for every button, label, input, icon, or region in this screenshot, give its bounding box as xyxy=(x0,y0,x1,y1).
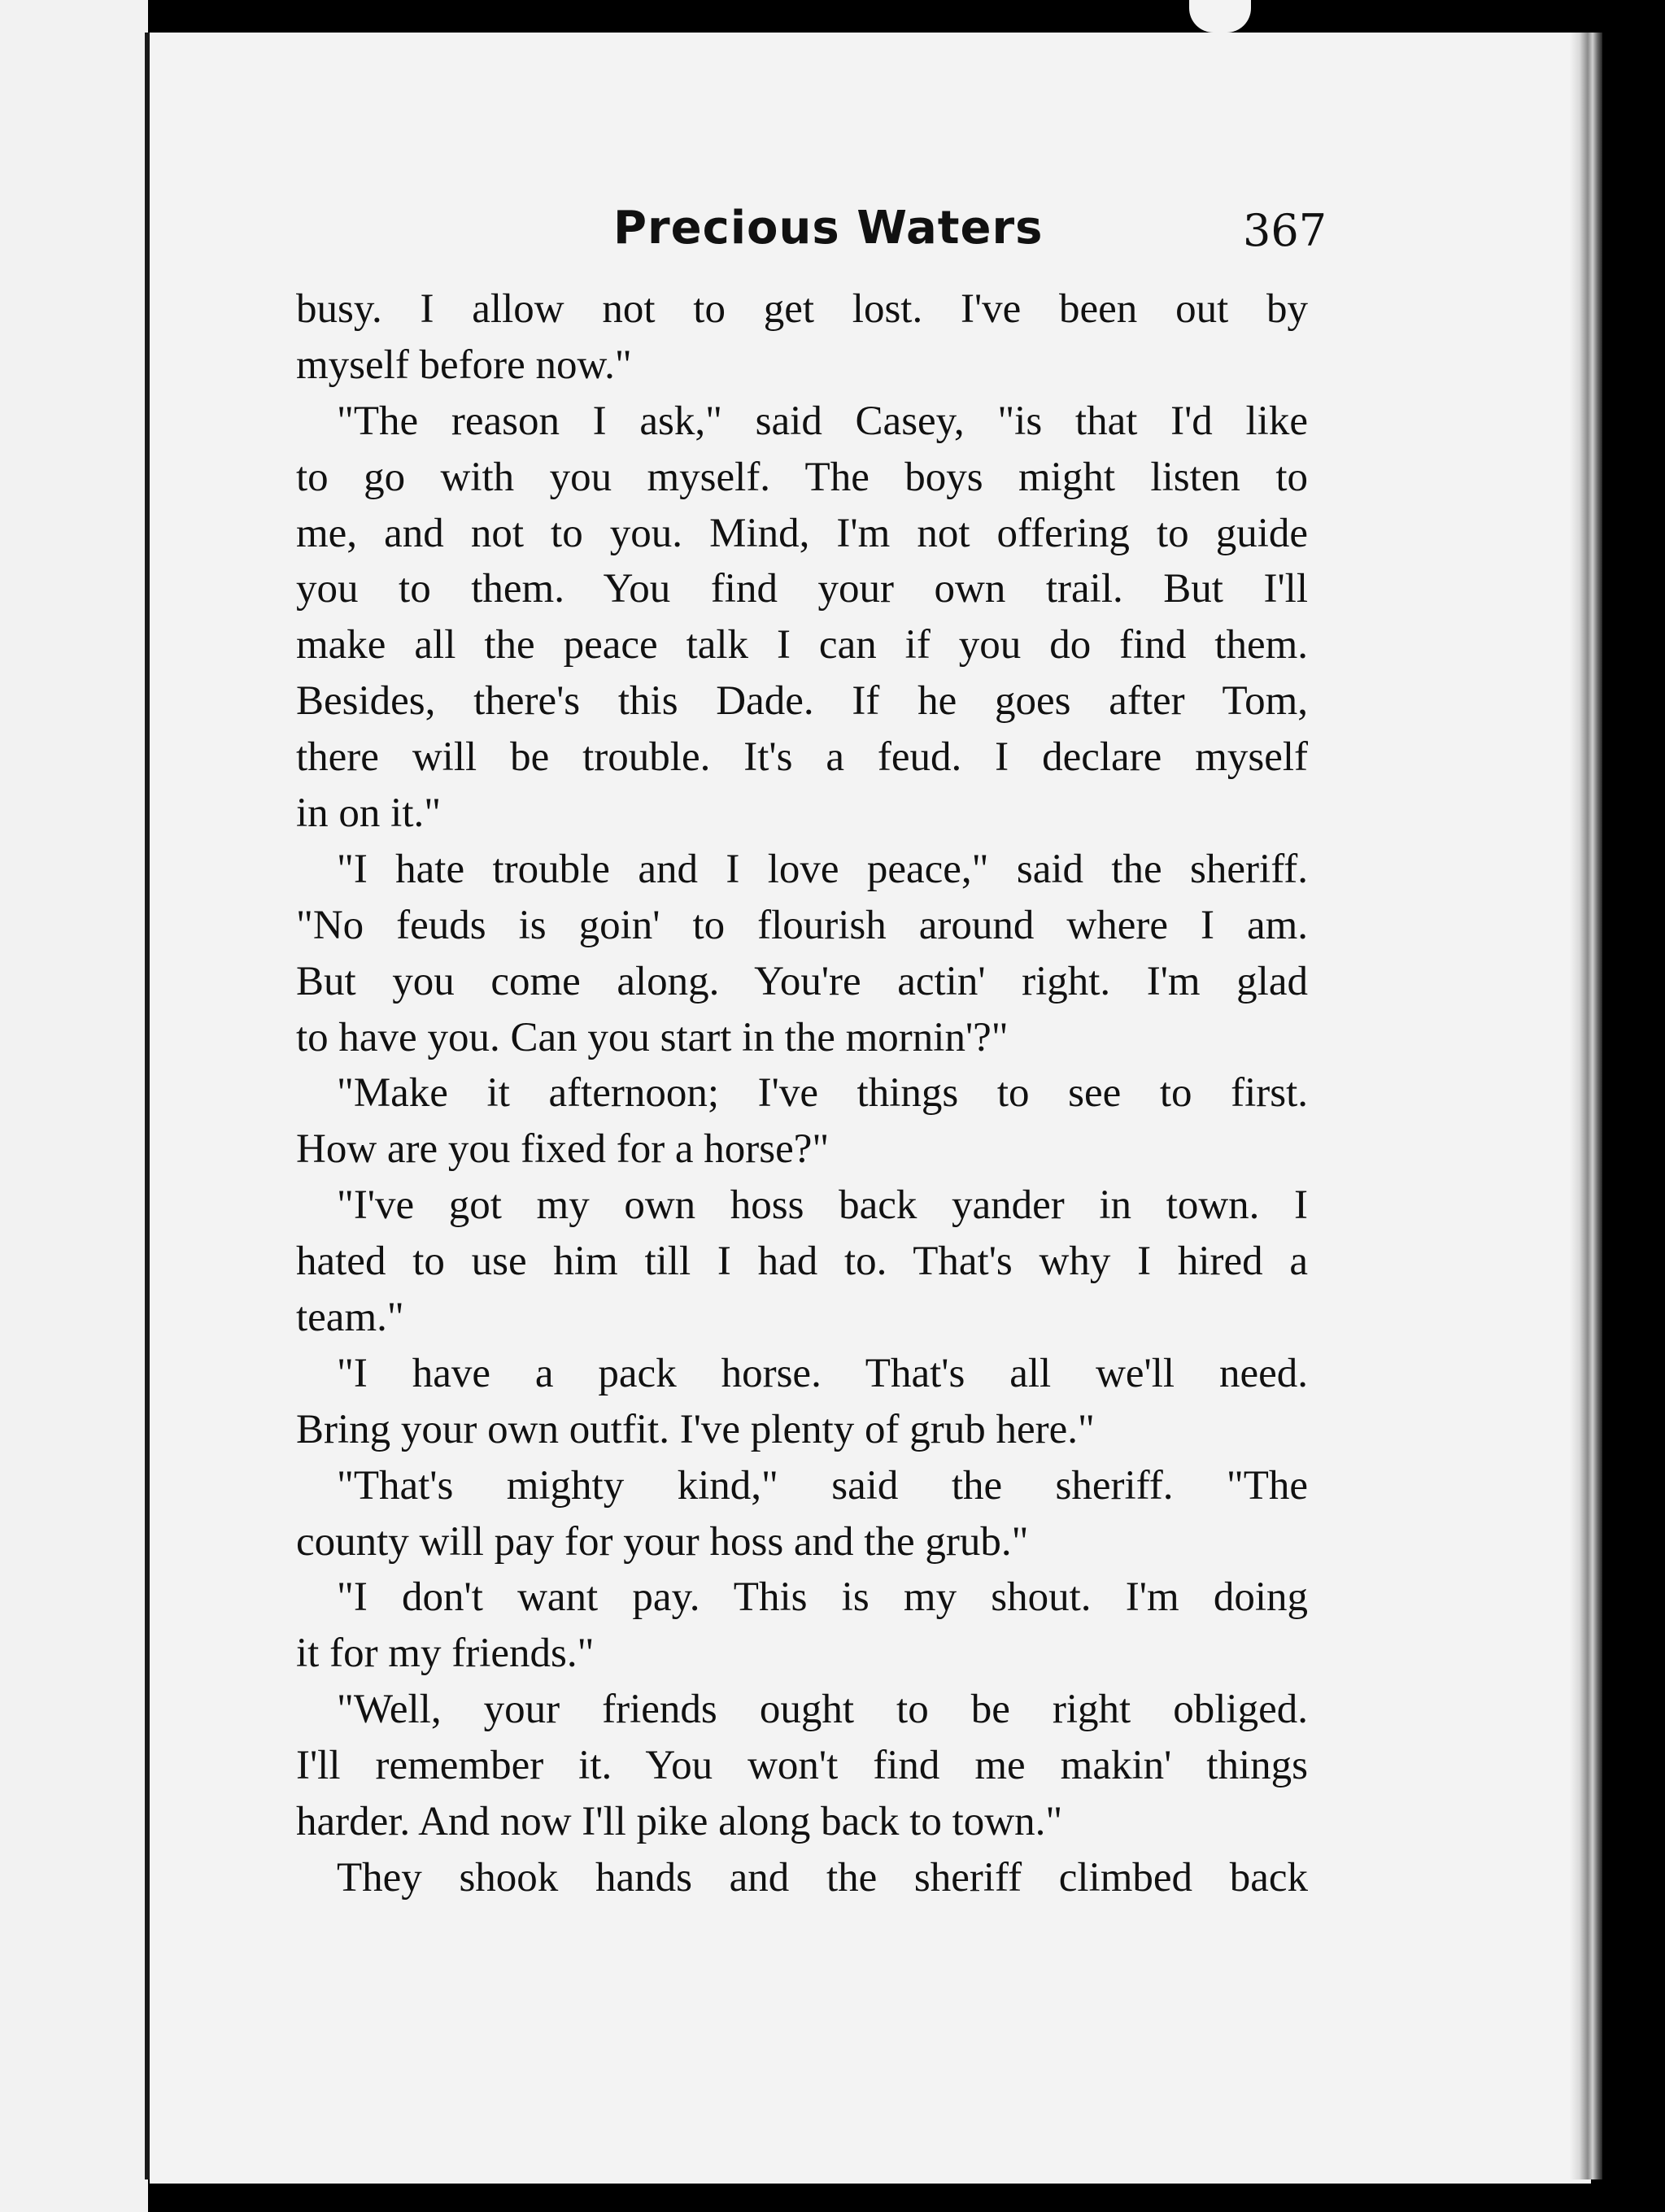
text-line: harder. And now I'll pike along back to town." xyxy=(296,1799,1063,1845)
facing-page-edge xyxy=(0,0,148,2212)
text-line: "I don't want pay. This is my shout. I'm doing xyxy=(337,1574,1308,1621)
text-line: county will pay for your hoss and the grub." xyxy=(296,1518,1029,1565)
text-line: "The reason I ask," said Casey, "is that I'd like xyxy=(337,398,1308,444)
text-line: me, and not to you. Mind, I'm not offering to guide xyxy=(296,510,1308,556)
text-line: "Make it afternoon; I've things to see to first. xyxy=(337,1070,1308,1117)
text-line: Besides, there's this Dade. If he goes after Tom, xyxy=(296,678,1308,725)
text-line: you to them. You find your own trail. But I'll xyxy=(296,566,1308,612)
text-line: They shook hands and the sheriff climbed back xyxy=(337,1854,1308,1901)
text-line: to go with you myself. The boys might listen to xyxy=(296,454,1308,500)
text-line: "That's mighty kind," said the sheriff. "The xyxy=(337,1462,1308,1509)
running-head xyxy=(0,202,1665,267)
text-line: "I have a pack horse. That's all we'll need. xyxy=(337,1350,1308,1396)
body-text xyxy=(296,281,1308,1906)
text-line: team." xyxy=(296,1295,404,1341)
text-line: But you come along. You're actin' right. I'm glad xyxy=(296,958,1308,1004)
text-line: How are you fixed for a horse?" xyxy=(296,1126,830,1173)
running-title: Precious Waters xyxy=(613,202,1044,255)
text-line: Bring your own outfit. I've plenty of grub here." xyxy=(296,1406,1095,1452)
scan-artifact xyxy=(1189,0,1251,33)
text-line: hated to use him till I had to. That's why I hired a xyxy=(296,1239,1308,1285)
text-line: I'll remember it. You won't find me makin' things xyxy=(296,1743,1308,1789)
text-line: make all the peace talk I can if you do find them. xyxy=(296,622,1308,668)
text-line: "No feuds is goin' to flourish around where I am. xyxy=(296,902,1308,948)
page-edge-shadow xyxy=(1570,33,1602,2179)
text-line: it for my friends." xyxy=(296,1631,595,1677)
text-line: "I hate trouble and I love peace," said the sheriff. xyxy=(337,846,1308,892)
page-number: 367 xyxy=(1243,205,1327,256)
text-line: "I've got my own hoss back yander in town. I xyxy=(337,1182,1308,1229)
text-line: to have you. Can you start in the mornin'?" xyxy=(296,1014,1009,1060)
text-line: in on it." xyxy=(296,790,442,837)
text-line: busy. I allow not to get lost. I've been out by xyxy=(296,286,1308,332)
text-line: myself before now." xyxy=(296,342,632,388)
text-line: there will be trouble. It's a feud. I declare myself xyxy=(296,734,1308,781)
text-line: "Well, your friends ought to be right obliged. xyxy=(337,1687,1308,1733)
